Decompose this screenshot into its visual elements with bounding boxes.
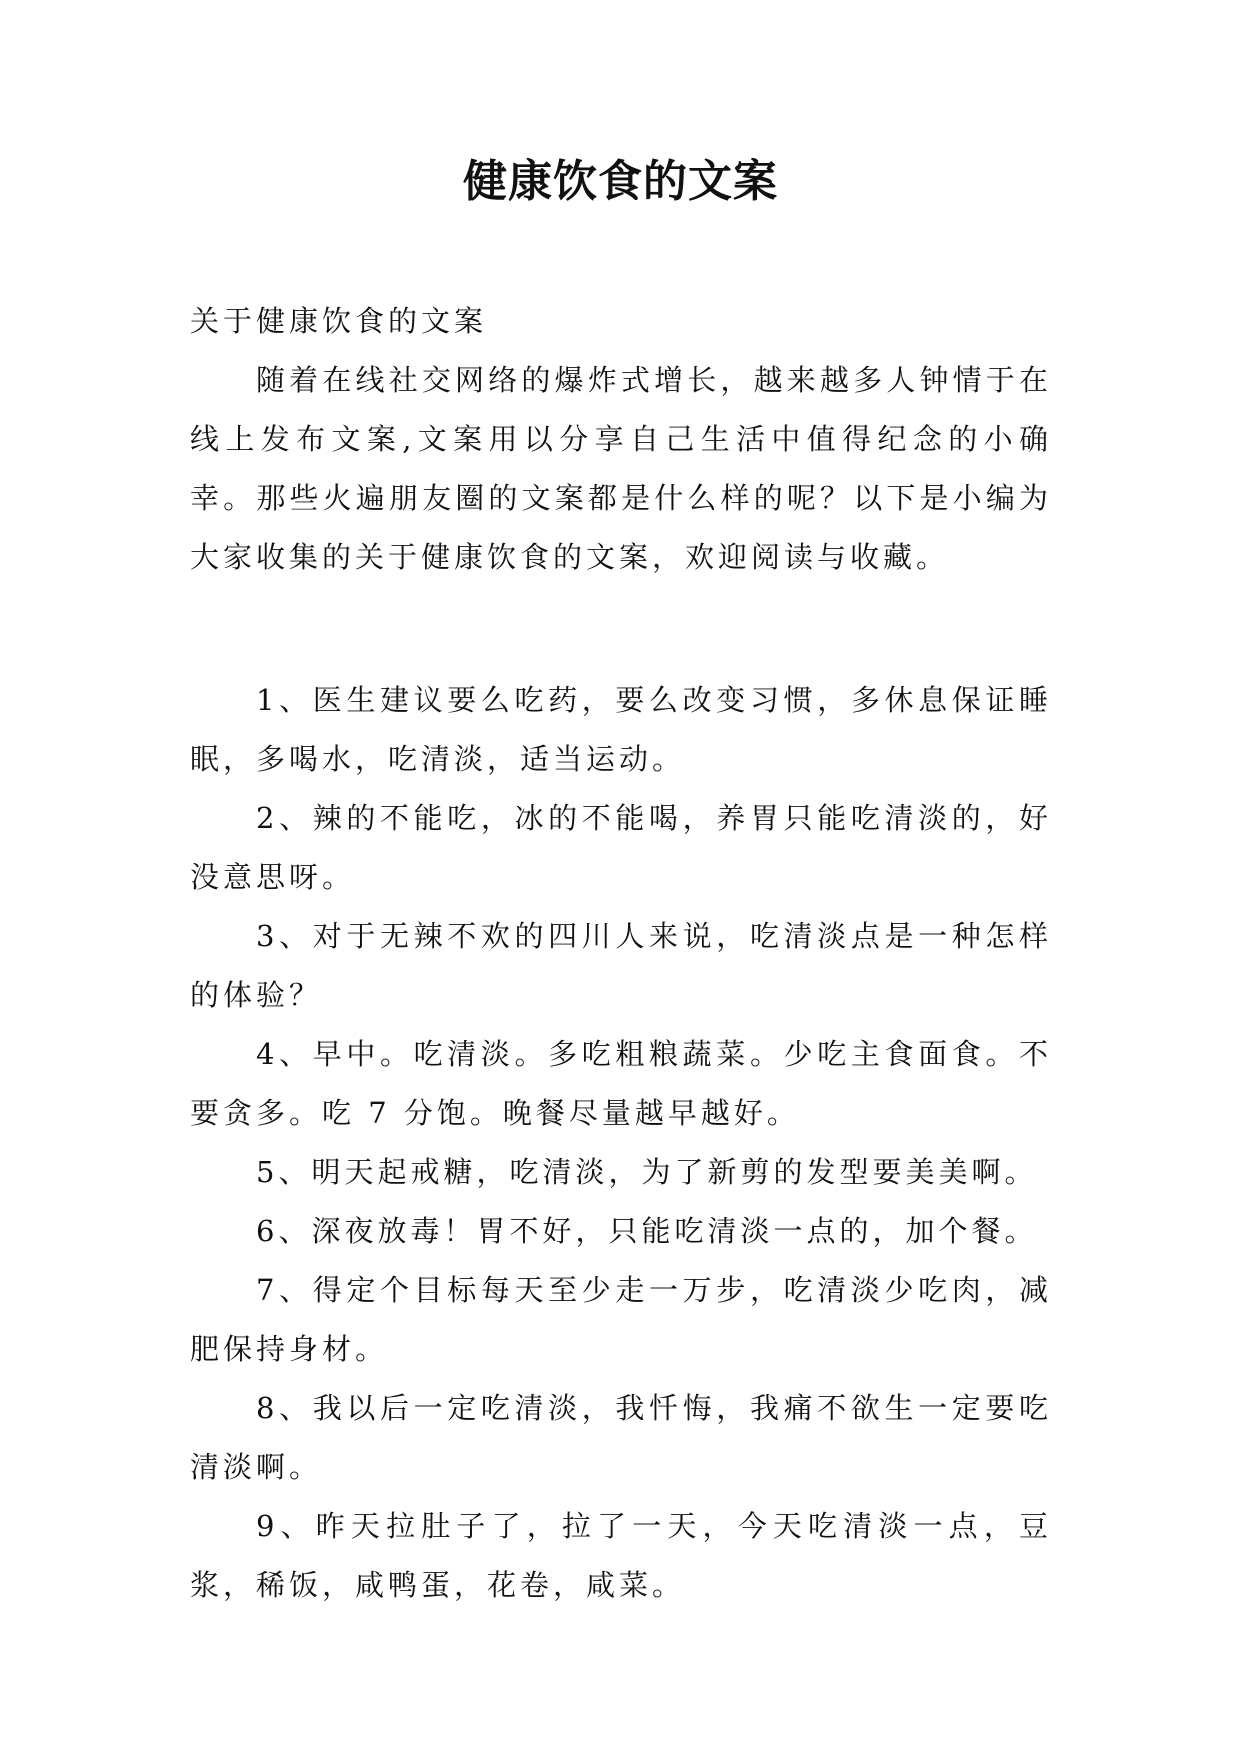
section-spacer (190, 587, 1052, 671)
intro-paragraph: 随着在线社交网络的爆炸式增长，越来越多人钟情于在线上发布文案,文案用以分享自己生活中值得纪念的小确幸。那些火遍朋友圈的文案都是什么样的呢？以下是小编为大家收集的关于健康饮食的文案，欢迎阅读与收藏。 (190, 363, 1052, 574)
list-item: 3、对于无辣不欢的四川人来说，吃清淡点是一种怎样的体验？ (190, 919, 1052, 1012)
list-item: 8、我以后一定吃清淡，我忏悔，我痛不欲生一定要吃清淡啊。 (190, 1391, 1052, 1484)
list-item: 4、早中。吃清淡。多吃粗粮蔬菜。少吃主食面食。不要贪多。吃 7 分饱。晚餐尽量越早越好。 (190, 1037, 1052, 1130)
document-body (190, 292, 1052, 1615)
list-item: 5、明天起戒糖，吃清淡，为了新剪的发型要美美啊。 (256, 1155, 1038, 1189)
list-item: 2、辣的不能吃，冰的不能喝，养胃只能吃清淡的，好没意思呀。 (190, 801, 1052, 894)
list-item: 7、得定个目标每天至少走一万步，吃清淡少吃肉，减肥保持身材。 (190, 1273, 1052, 1366)
page-title: 健康饮食的文案 (463, 156, 778, 207)
list-item: 1、医生建议要么吃药，要么改变习惯，多休息保证睡眠，多喝水，吃清淡，适当运动。 (190, 683, 1052, 776)
document-subtitle: 关于健康饮食的文案 (190, 304, 488, 338)
list-item: 6、深夜放毒！胃不好，只能吃清淡一点的，加个餐。 (256, 1214, 1038, 1248)
list-item: 9、昨天拉肚子了，拉了一天，今天吃清淡一点，豆浆，稀饭，咸鸭蛋，花卷，咸菜。 (190, 1509, 1052, 1602)
